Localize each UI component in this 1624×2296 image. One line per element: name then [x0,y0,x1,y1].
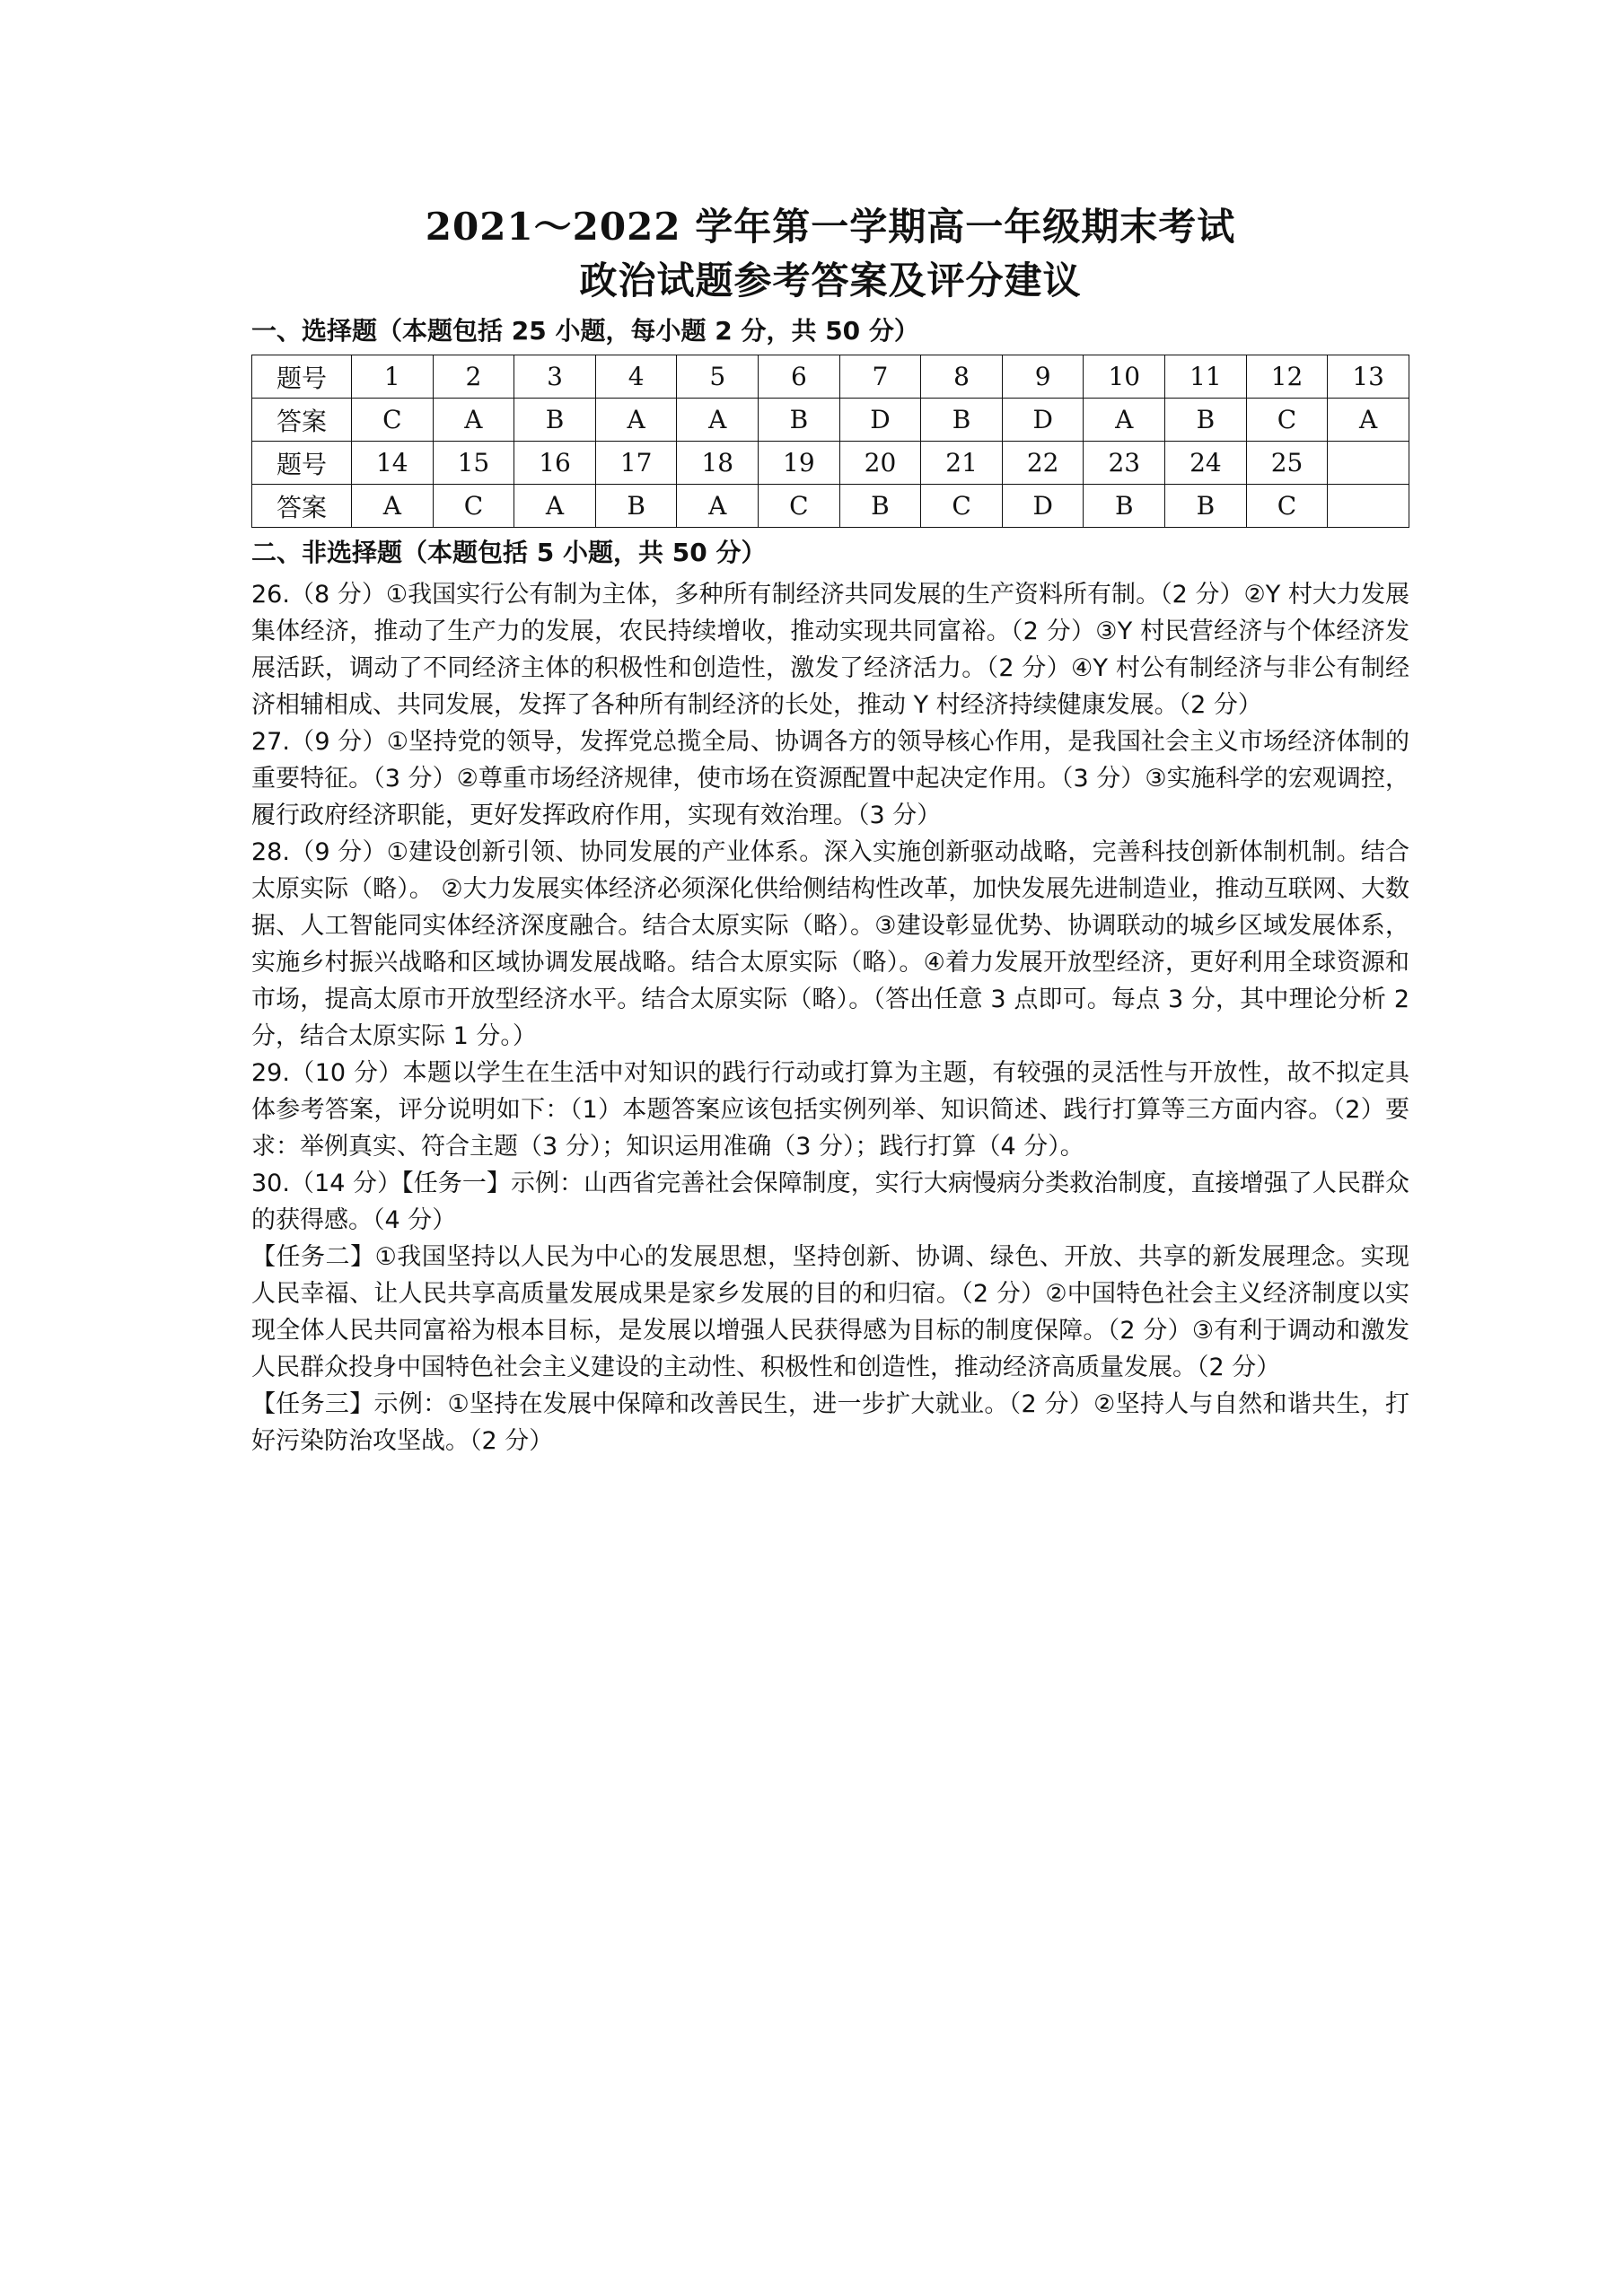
question-number: 16 [514,442,596,485]
question-number: 8 [921,355,1003,399]
answer-q27: 27.（9 分）①坚持党的领导，发挥党总揽全局、协调各方的领导核心作用，是我国社会主义市场经济体制的重要特征。（3 分）②尊重市场经济规律，使市场在资源配置中起决定作用。（3 分）③实施科学的宏观调控，履行政府经济职能，更好发挥政府作用，实现有效治理。（3 分） [251,728,1409,829]
row-label: 题号 [252,442,352,485]
exam-title: 2021～2022 学年第一学期高一年级期末考试 [425,205,1236,249]
table-row [252,442,1409,485]
question-number: 9 [1002,355,1084,399]
row-label: 答案 [252,485,352,528]
open-questions-heading: 二、非选择题（本题包括 5 小题，共 50 分） [251,538,767,567]
answer-cell: B [514,399,596,442]
row-label: 答案 [252,399,352,442]
table-row [252,355,1409,399]
question-number: 4 [595,355,677,399]
question-number: 2 [433,355,514,399]
answer-cell: D [1002,399,1084,442]
question-number: 15 [433,442,514,485]
multiple-choice-heading: 一、选择题（本题包括 25 小题，每小题 2 分，共 50 分） [251,316,919,346]
answer-cell: B [759,399,840,442]
question-number: 6 [759,355,840,399]
answer-cell: D [839,399,921,442]
answer-q26: 26.（8 分）①我国实行公有制为主体，多种所有制经济共同发展的生产资料所有制。（2 分）②Y 村大力发展集体经济，推动了生产力的发展，农民持续增收，推动实现共同富裕。（2 分）③Y 村民营经济与个体经济发展活跃，调动了不同经济主体的积极性和创造性，激发了经济活力。（2 分）④Y 村公有制经济与非公有制经济相辅相成、共同发展，发挥了各种所有制经济的长处，推动 Y 村经济持续健康发展。（2 分） [251,581,1409,719]
answer-cell: B [839,485,921,528]
answer-q30-task1: 30.（14 分）【任务一】示例：山西省完善社会保障制度，实行大病慢病分类救治制度，直接增强了人民群众的获得感。（4 分） [251,1170,1409,1234]
row-label: 题号 [252,355,352,399]
answer-cell: A [1084,399,1165,442]
question-number: 3 [514,355,596,399]
answer-cell: C [921,485,1003,528]
question-number: 25 [1246,442,1328,485]
question-number: 11 [1165,355,1247,399]
question-number: 13 [1328,355,1409,399]
answer-key-title: 政治试题参考答案及评分建议 [579,259,1082,302]
answer-cell: A [677,485,759,528]
open-answers [251,576,1409,1459]
question-number: 22 [1002,442,1084,485]
answer-cell: A [1328,399,1409,442]
answer-cell: A [433,399,514,442]
answer-cell: C [1246,485,1328,528]
answer-cell: C [759,485,840,528]
table-row [252,485,1409,528]
answer-cell: B [1084,485,1165,528]
empty-cell [1328,485,1409,528]
question-number: 14 [352,442,434,485]
answer-cell: B [595,485,677,528]
question-number: 21 [921,442,1003,485]
question-number: 18 [677,442,759,485]
answer-cell: B [921,399,1003,442]
answer-cell: B [1165,485,1247,528]
answer-cell: D [1002,485,1084,528]
question-number: 17 [595,442,677,485]
table-row [252,399,1409,442]
question-number: 19 [759,442,840,485]
answer-q29: 29.（10 分）本题以学生在生活中对知识的践行行动或打算为主题，有较强的灵活性与开放性，故不拟定具体参考答案，评分说明如下：（1）本题答案应该包括实例列举、知识简述、践行打算等三方面内容。（2）要求：举例真实、符合主题（3 分）；知识运用准确（3 分）；践行打算（4 分）。 [251,1059,1409,1161]
answer-cell: C [352,399,434,442]
answer-cell: A [352,485,434,528]
answer-cell: C [1246,399,1328,442]
answer-cell: A [595,399,677,442]
empty-cell [1328,442,1409,485]
answer-q30-task3: 【任务三】示例：①坚持在发展中保障和改善民生，进一步扩大就业。（2 分）②坚持人与自然和谐共生，打好污染防治攻坚战。（2 分） [251,1390,1409,1455]
answer-table [251,355,1409,528]
answer-cell: B [1165,399,1247,442]
question-number: 12 [1246,355,1328,399]
question-number: 7 [839,355,921,399]
answer-cell: C [433,485,514,528]
answer-key-page [251,202,1409,1459]
question-number: 23 [1084,442,1165,485]
question-number: 10 [1084,355,1165,399]
answer-cell: A [677,399,759,442]
answer-cell: A [514,485,596,528]
answer-q28: 28.（9 分）①建设创新引领、协同发展的产业体系。深入实施创新驱动战略，完善科技创新体制机制。结合太原实际（略）。 ②大力发展实体经济必须深化供给侧结构性改革，加快发展先进制造业，推动互联网、大数据、人工智能同实体经济深度融合。结合太原实际（略）。③建设彰显优势、协调联动的城乡区域发展体系，实施乡村振兴战略和区域协调发展战略。结合太原实际（略）。④着力发展开放型经济，更好利用全球资源和市场，提高太原市开放型经济水平。结合太原实际（略）。（答出任意 3 点即可。每点 3 分，其中理论分析 2 分，结合太原实际 1 分。） [251,838,1409,1050]
question-number: 20 [839,442,921,485]
question-number: 1 [352,355,434,399]
answer-q30-task2: 【任务二】①我国坚持以人民为中心的发展思想，坚持创新、协调、绿色、开放、共享的新发展理念。实现人民幸福、让人民共享高质量发展成果是家乡发展的目的和归宿。（2 分）②中国特色社会主义经济制度以实现全体人民共同富裕为根本目标，是发展以增强人民获得感为目标的制度保障。（2 分）③有利于调动和激发人民群众投身中国特色社会主义建设的主动性、积极性和创造性，推动经济高质量发展。（2 分） [251,1243,1409,1381]
question-number: 24 [1165,442,1247,485]
question-number: 5 [677,355,759,399]
